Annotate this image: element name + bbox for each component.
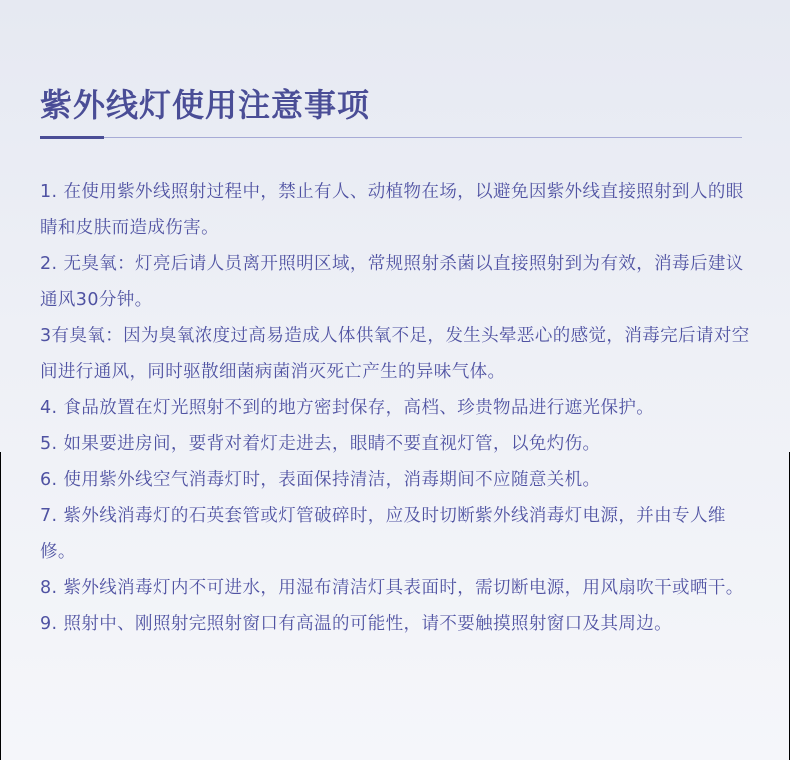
note-item-4: 4. 食品放置在灯光照射不到的地方密封保存，高档、珍贵物品进行遮光保护。	[40, 398, 655, 418]
title-divider	[40, 137, 742, 138]
title-divider-accent	[40, 136, 104, 139]
note-item-9: 9. 照射中、刚照射完照射窗口有高温的可能性，请不要触摸照射窗口及其周边。	[40, 614, 673, 634]
note-item-7: 7. 紫外线消毒灯的石英套管或灯管破碎时，应及时切断紫外线消毒灯电源，并由专人维修。	[40, 506, 726, 562]
notes-list	[40, 174, 752, 642]
left-border-line	[0, 452, 1, 760]
page-title: 紫外线灯使用注意事项	[40, 86, 371, 124]
note-item-8: 8. 紫外线消毒灯内不可进水，用湿布清洁灯具表面时，需切断电源，用风扇吹干或晒干。	[40, 578, 744, 598]
note-item-2: 2. 无臭氧：灯亮后请人员离开照明区域，常规照射杀菌以直接照射到为有效，消毒后建议通风30分钟。	[40, 254, 744, 310]
note-item-1: 1. 在使用紫外线照射过程中，禁止有人、动植物在场，以避免因紫外线直接照射到人的眼睛和皮肤而造成伤害。	[40, 182, 744, 238]
note-item-5: 5. 如果要进房间，要背对着灯走进去，眼睛不要直视灯管，以免灼伤。	[40, 434, 601, 454]
note-item-6: 6. 使用紫外线空气消毒灯时，表面保持清洁，消毒期间不应随意关机。	[40, 470, 601, 490]
note-item-3: 3有臭氧：因为臭氧浓度过高易造成人体供氧不足，发生头晕恶心的感觉，消毒完后请对空间进行通风，同时驱散细菌病菌消灭死亡产生的异味气体。	[40, 326, 750, 382]
